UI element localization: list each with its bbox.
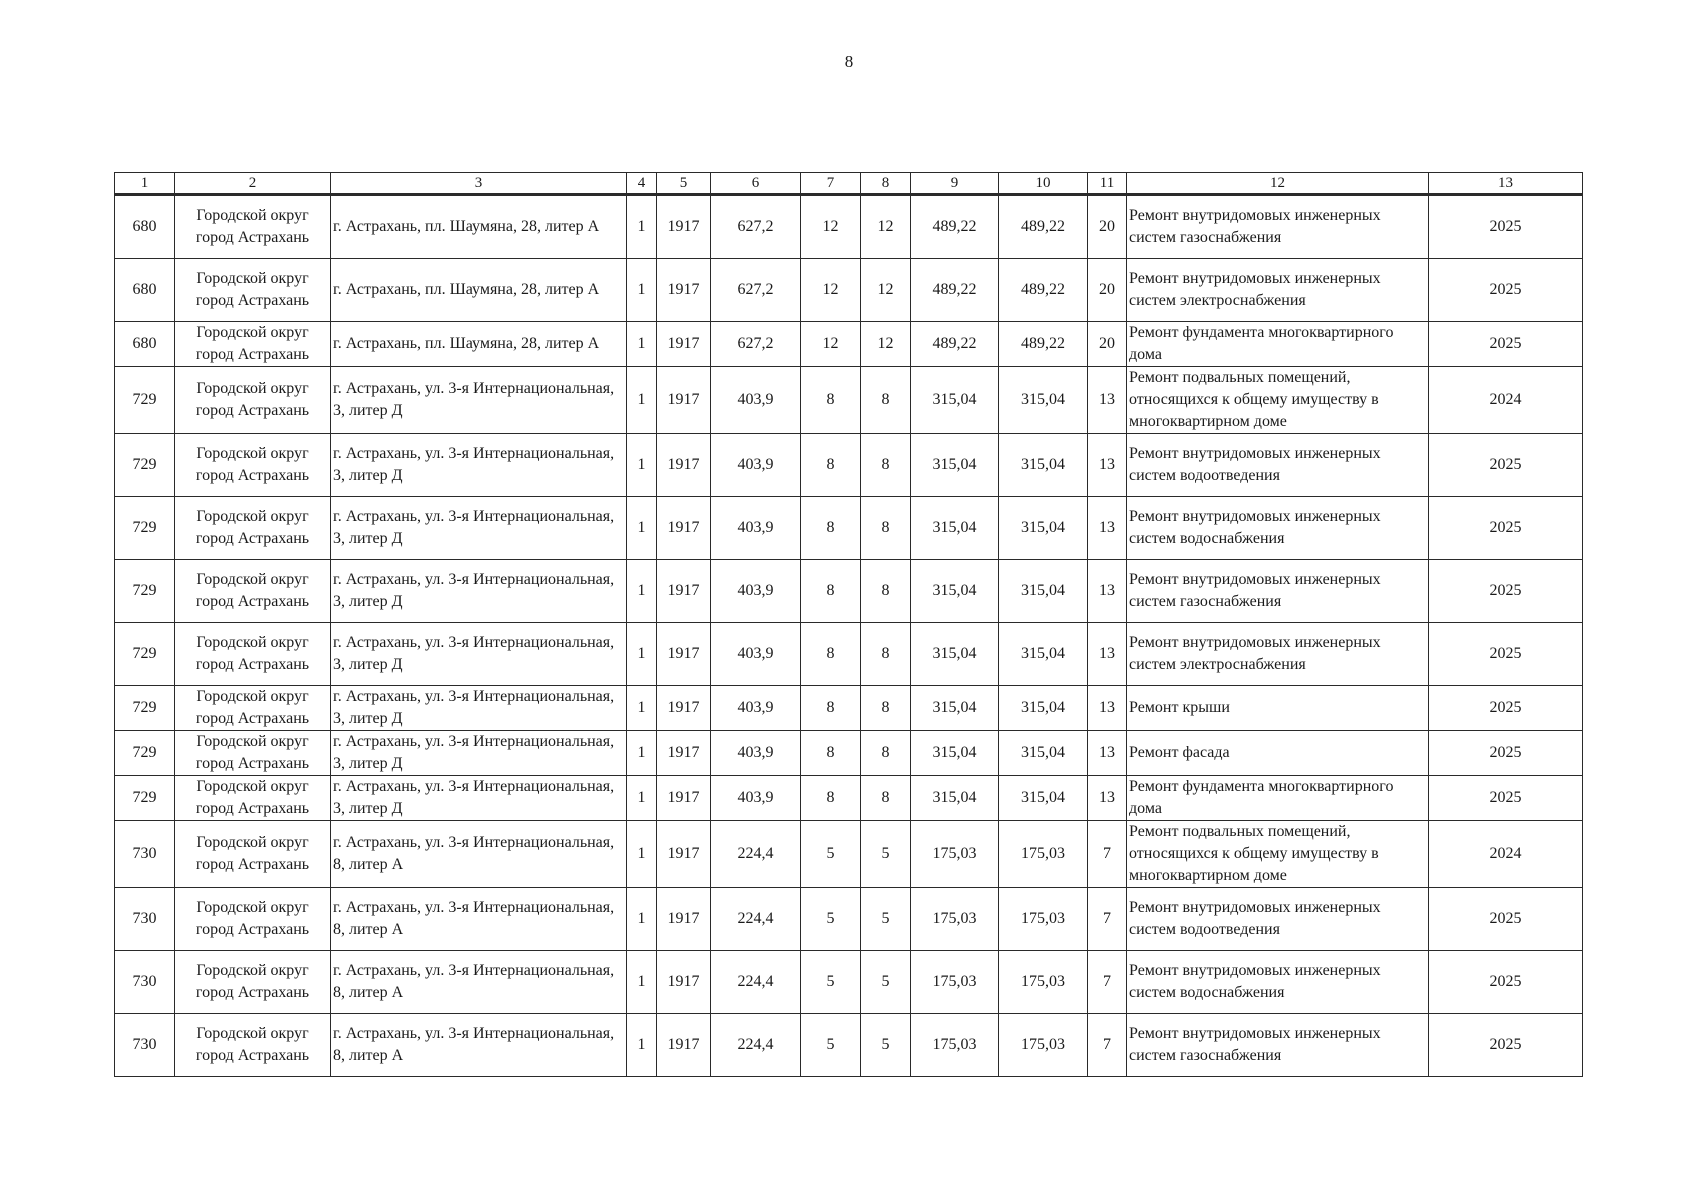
col9-value-cell: 315,04 — [911, 731, 999, 776]
table-row — [115, 821, 1583, 888]
work-type-cell: Ремонт внутридомовых инженерных систем электроснабжения — [1127, 259, 1429, 322]
table-row — [115, 623, 1583, 686]
work-type-cell: Ремонт внутридомовых инженерных систем водоснабжения — [1127, 951, 1429, 1014]
col4-value-cell: 1 — [627, 560, 657, 623]
col10-value-cell: 175,03 — [999, 1014, 1088, 1077]
col8-value-cell: 12 — [861, 259, 911, 322]
column-header-1: 1 — [115, 173, 175, 195]
municipality-cell: Городской округ город Астрахань — [175, 259, 331, 322]
address-cell: г. Астрахань, ул. 3-я Интернациональная, 3, литер Д — [331, 686, 627, 731]
row-number-cell: 729 — [115, 560, 175, 623]
address-cell: г. Астрахань, пл. Шаумяна, 28, литер А — [331, 259, 627, 322]
table-row — [115, 951, 1583, 1014]
area-cell: 403,9 — [711, 776, 801, 821]
address-cell: г. Астрахань, ул. 3-я Интернациональная, 8, литер А — [331, 821, 627, 888]
col11-value-cell: 20 — [1088, 195, 1127, 259]
year-built-cell: 1917 — [657, 888, 711, 951]
repair-year-cell: 2024 — [1429, 821, 1583, 888]
municipality-cell: Городской округ город Астрахань — [175, 560, 331, 623]
col7-value-cell: 12 — [801, 259, 861, 322]
column-header-9: 9 — [911, 173, 999, 195]
year-built-cell: 1917 — [657, 1014, 711, 1077]
col7-value-cell: 8 — [801, 434, 861, 497]
year-built-cell: 1917 — [657, 434, 711, 497]
column-header-6: 6 — [711, 173, 801, 195]
work-type-cell: Ремонт внутридомовых инженерных систем водоотведения — [1127, 888, 1429, 951]
column-header-4: 4 — [627, 173, 657, 195]
col10-value-cell: 315,04 — [999, 686, 1088, 731]
col11-value-cell: 13 — [1088, 367, 1127, 434]
col4-value-cell: 1 — [627, 497, 657, 560]
col8-value-cell: 8 — [861, 497, 911, 560]
row-number-cell: 680 — [115, 322, 175, 367]
repair-year-cell: 2025 — [1429, 731, 1583, 776]
repair-year-cell: 2025 — [1429, 322, 1583, 367]
col9-value-cell: 315,04 — [911, 560, 999, 623]
col10-value-cell: 175,03 — [999, 821, 1088, 888]
col11-value-cell: 20 — [1088, 322, 1127, 367]
table-row — [115, 434, 1583, 497]
table-row — [115, 1014, 1583, 1077]
area-cell: 627,2 — [711, 195, 801, 259]
area-cell: 224,4 — [711, 888, 801, 951]
col4-value-cell: 1 — [627, 951, 657, 1014]
col7-value-cell: 8 — [801, 686, 861, 731]
work-type-cell: Ремонт фасада — [1127, 731, 1429, 776]
col8-value-cell: 8 — [861, 623, 911, 686]
year-built-cell: 1917 — [657, 367, 711, 434]
repair-year-cell: 2025 — [1429, 434, 1583, 497]
address-cell: г. Астрахань, ул. 3-я Интернациональная, 3, литер Д — [331, 776, 627, 821]
area-cell: 224,4 — [711, 1014, 801, 1077]
address-cell: г. Астрахань, ул. 3-я Интернациональная, 3, литер Д — [331, 497, 627, 560]
area-cell: 403,9 — [711, 434, 801, 497]
address-cell: г. Астрахань, ул. 3-я Интернациональная, 3, литер Д — [331, 367, 627, 434]
area-cell: 224,4 — [711, 951, 801, 1014]
col4-value-cell: 1 — [627, 776, 657, 821]
col11-value-cell: 7 — [1088, 1014, 1127, 1077]
row-number-cell: 729 — [115, 731, 175, 776]
row-number-cell: 730 — [115, 951, 175, 1014]
col9-value-cell: 489,22 — [911, 259, 999, 322]
col7-value-cell: 5 — [801, 1014, 861, 1077]
col4-value-cell: 1 — [627, 322, 657, 367]
table-row — [115, 259, 1583, 322]
col7-value-cell: 12 — [801, 195, 861, 259]
address-cell: г. Астрахань, ул. 3-я Интернациональная, 8, литер А — [331, 951, 627, 1014]
col4-value-cell: 1 — [627, 195, 657, 259]
col8-value-cell: 5 — [861, 821, 911, 888]
area-cell: 403,9 — [711, 731, 801, 776]
col8-value-cell: 5 — [861, 888, 911, 951]
col9-value-cell: 489,22 — [911, 322, 999, 367]
col9-value-cell: 315,04 — [911, 497, 999, 560]
work-type-cell: Ремонт внутридомовых инженерных систем водоснабжения — [1127, 497, 1429, 560]
repair-year-cell: 2025 — [1429, 1014, 1583, 1077]
row-number-cell: 680 — [115, 259, 175, 322]
table-row — [115, 367, 1583, 434]
table-body — [115, 195, 1583, 1077]
year-built-cell: 1917 — [657, 497, 711, 560]
col7-value-cell: 8 — [801, 497, 861, 560]
col7-value-cell: 8 — [801, 731, 861, 776]
col4-value-cell: 1 — [627, 623, 657, 686]
address-cell: г. Астрахань, ул. 3-я Интернациональная, 3, литер Д — [331, 560, 627, 623]
col7-value-cell: 5 — [801, 888, 861, 951]
municipality-cell: Городской округ город Астрахань — [175, 434, 331, 497]
col11-value-cell: 13 — [1088, 560, 1127, 623]
row-number-cell: 729 — [115, 686, 175, 731]
col9-value-cell: 315,04 — [911, 367, 999, 434]
col7-value-cell: 5 — [801, 951, 861, 1014]
col10-value-cell: 175,03 — [999, 951, 1088, 1014]
repair-year-cell: 2025 — [1429, 623, 1583, 686]
col8-value-cell: 8 — [861, 731, 911, 776]
year-built-cell: 1917 — [657, 623, 711, 686]
col10-value-cell: 315,04 — [999, 367, 1088, 434]
table-row — [115, 322, 1583, 367]
area-cell: 627,2 — [711, 322, 801, 367]
col7-value-cell: 12 — [801, 322, 861, 367]
col8-value-cell: 8 — [861, 367, 911, 434]
col9-value-cell: 315,04 — [911, 686, 999, 731]
work-type-cell: Ремонт внутридомовых инженерных систем газоснабжения — [1127, 1014, 1429, 1077]
work-type-cell: Ремонт крыши — [1127, 686, 1429, 731]
col9-value-cell: 175,03 — [911, 888, 999, 951]
col8-value-cell: 5 — [861, 951, 911, 1014]
col9-value-cell: 175,03 — [911, 1014, 999, 1077]
col4-value-cell: 1 — [627, 434, 657, 497]
area-cell: 403,9 — [711, 367, 801, 434]
work-type-cell: Ремонт фундамента многоквартирного дома — [1127, 322, 1429, 367]
table-row — [115, 686, 1583, 731]
row-number-cell: 729 — [115, 434, 175, 497]
repair-year-cell: 2024 — [1429, 367, 1583, 434]
repair-year-cell: 2025 — [1429, 497, 1583, 560]
area-cell: 403,9 — [711, 623, 801, 686]
col8-value-cell: 8 — [861, 776, 911, 821]
col4-value-cell: 1 — [627, 888, 657, 951]
year-built-cell: 1917 — [657, 322, 711, 367]
col10-value-cell: 315,04 — [999, 623, 1088, 686]
year-built-cell: 1917 — [657, 560, 711, 623]
year-built-cell: 1917 — [657, 821, 711, 888]
municipality-cell: Городской округ город Астрахань — [175, 731, 331, 776]
address-cell: г. Астрахань, пл. Шаумяна, 28, литер А — [331, 195, 627, 259]
municipality-cell: Городской округ город Астрахань — [175, 497, 331, 560]
municipality-cell: Городской округ город Астрахань — [175, 821, 331, 888]
column-header-10: 10 — [999, 173, 1088, 195]
work-type-cell: Ремонт внутридомовых инженерных систем электроснабжения — [1127, 623, 1429, 686]
repair-year-cell: 2025 — [1429, 195, 1583, 259]
table-row — [115, 560, 1583, 623]
municipality-cell: Городской округ город Астрахань — [175, 322, 331, 367]
col11-value-cell: 13 — [1088, 686, 1127, 731]
work-type-cell: Ремонт внутридомовых инженерных систем водоотведения — [1127, 434, 1429, 497]
col7-value-cell: 8 — [801, 623, 861, 686]
table-header-row — [115, 173, 1583, 195]
col8-value-cell: 8 — [861, 560, 911, 623]
col9-value-cell: 315,04 — [911, 434, 999, 497]
municipality-cell: Городской округ город Астрахань — [175, 195, 331, 259]
row-number-cell: 729 — [115, 497, 175, 560]
col11-value-cell: 7 — [1088, 951, 1127, 1014]
table-row — [115, 731, 1583, 776]
col10-value-cell: 315,04 — [999, 560, 1088, 623]
col10-value-cell: 315,04 — [999, 434, 1088, 497]
year-built-cell: 1917 — [657, 259, 711, 322]
col10-value-cell: 489,22 — [999, 195, 1088, 259]
municipality-cell: Городской округ город Астрахань — [175, 776, 331, 821]
col9-value-cell: 175,03 — [911, 821, 999, 888]
year-built-cell: 1917 — [657, 731, 711, 776]
area-cell: 224,4 — [711, 821, 801, 888]
area-cell: 403,9 — [711, 497, 801, 560]
table-row — [115, 497, 1583, 560]
work-type-cell: Ремонт подвальных помещений, относящихся к общему имуществу в многоквартирном доме — [1127, 821, 1429, 888]
table-row — [115, 195, 1583, 259]
page-number: 8 — [844, 52, 854, 71]
col11-value-cell: 13 — [1088, 497, 1127, 560]
col8-value-cell: 12 — [861, 322, 911, 367]
col11-value-cell: 13 — [1088, 731, 1127, 776]
column-header-13: 13 — [1429, 173, 1583, 195]
col9-value-cell: 315,04 — [911, 776, 999, 821]
column-header-5: 5 — [657, 173, 711, 195]
col7-value-cell: 5 — [801, 821, 861, 888]
area-cell: 403,9 — [711, 686, 801, 731]
col11-value-cell: 13 — [1088, 434, 1127, 497]
row-number-cell: 729 — [115, 367, 175, 434]
row-number-cell: 729 — [115, 623, 175, 686]
municipality-cell: Городской округ город Астрахань — [175, 686, 331, 731]
col4-value-cell: 1 — [627, 1014, 657, 1077]
col4-value-cell: 1 — [627, 686, 657, 731]
work-type-cell: Ремонт внутридомовых инженерных систем газоснабжения — [1127, 560, 1429, 623]
municipality-cell: Городской округ город Астрахань — [175, 951, 331, 1014]
capital-repair-table — [114, 172, 1583, 1077]
col10-value-cell: 489,22 — [999, 322, 1088, 367]
col4-value-cell: 1 — [627, 731, 657, 776]
repair-year-cell: 2025 — [1429, 776, 1583, 821]
col10-value-cell: 175,03 — [999, 888, 1088, 951]
col10-value-cell: 315,04 — [999, 731, 1088, 776]
area-cell: 403,9 — [711, 560, 801, 623]
address-cell: г. Астрахань, ул. 3-я Интернациональная, 3, литер Д — [331, 731, 627, 776]
municipality-cell: Городской округ город Астрахань — [175, 367, 331, 434]
area-cell: 627,2 — [711, 259, 801, 322]
row-number-cell: 680 — [115, 195, 175, 259]
col7-value-cell: 8 — [801, 776, 861, 821]
repair-year-cell: 2025 — [1429, 888, 1583, 951]
col11-value-cell: 7 — [1088, 821, 1127, 888]
col11-value-cell: 13 — [1088, 776, 1127, 821]
municipality-cell: Городской округ город Астрахань — [175, 623, 331, 686]
col8-value-cell: 8 — [861, 686, 911, 731]
col4-value-cell: 1 — [627, 821, 657, 888]
column-header-11: 11 — [1088, 173, 1127, 195]
year-built-cell: 1917 — [657, 951, 711, 1014]
col11-value-cell: 13 — [1088, 623, 1127, 686]
row-number-cell: 730 — [115, 888, 175, 951]
address-cell: г. Астрахань, ул. 3-я Интернациональная, 8, литер А — [331, 888, 627, 951]
col9-value-cell: 175,03 — [911, 951, 999, 1014]
row-number-cell: 729 — [115, 776, 175, 821]
year-built-cell: 1917 — [657, 776, 711, 821]
row-number-cell: 730 — [115, 1014, 175, 1077]
column-header-3: 3 — [331, 173, 627, 195]
col10-value-cell: 315,04 — [999, 776, 1088, 821]
column-header-12: 12 — [1127, 173, 1429, 195]
col9-value-cell: 315,04 — [911, 623, 999, 686]
work-type-cell: Ремонт внутридомовых инженерных систем газоснабжения — [1127, 195, 1429, 259]
row-number-cell: 730 — [115, 821, 175, 888]
col8-value-cell: 5 — [861, 1014, 911, 1077]
table-row — [115, 888, 1583, 951]
year-built-cell: 1917 — [657, 195, 711, 259]
repair-year-cell: 2025 — [1429, 686, 1583, 731]
repair-year-cell: 2025 — [1429, 259, 1583, 322]
address-cell: г. Астрахань, ул. 3-я Интернациональная, 8, литер А — [331, 1014, 627, 1077]
col7-value-cell: 8 — [801, 560, 861, 623]
col10-value-cell: 489,22 — [999, 259, 1088, 322]
address-cell: г. Астрахань, пл. Шаумяна, 28, литер А — [331, 322, 627, 367]
municipality-cell: Городской округ город Астрахань — [175, 1014, 331, 1077]
col7-value-cell: 8 — [801, 367, 861, 434]
col4-value-cell: 1 — [627, 367, 657, 434]
col11-value-cell: 7 — [1088, 888, 1127, 951]
column-header-7: 7 — [801, 173, 861, 195]
repair-year-cell: 2025 — [1429, 560, 1583, 623]
col4-value-cell: 1 — [627, 259, 657, 322]
col9-value-cell: 489,22 — [911, 195, 999, 259]
address-cell: г. Астрахань, ул. 3-я Интернациональная, 3, литер Д — [331, 434, 627, 497]
municipality-cell: Городской округ город Астрахань — [175, 888, 331, 951]
column-header-8: 8 — [861, 173, 911, 195]
col8-value-cell: 8 — [861, 434, 911, 497]
address-cell: г. Астрахань, ул. 3-я Интернациональная, 3, литер Д — [331, 623, 627, 686]
col11-value-cell: 20 — [1088, 259, 1127, 322]
col8-value-cell: 12 — [861, 195, 911, 259]
year-built-cell: 1917 — [657, 686, 711, 731]
table-row — [115, 776, 1583, 821]
work-type-cell: Ремонт подвальных помещений, относящихся к общему имуществу в многоквартирном доме — [1127, 367, 1429, 434]
col10-value-cell: 315,04 — [999, 497, 1088, 560]
repair-year-cell: 2025 — [1429, 951, 1583, 1014]
column-header-2: 2 — [175, 173, 331, 195]
work-type-cell: Ремонт фундамента многоквартирного дома — [1127, 776, 1429, 821]
